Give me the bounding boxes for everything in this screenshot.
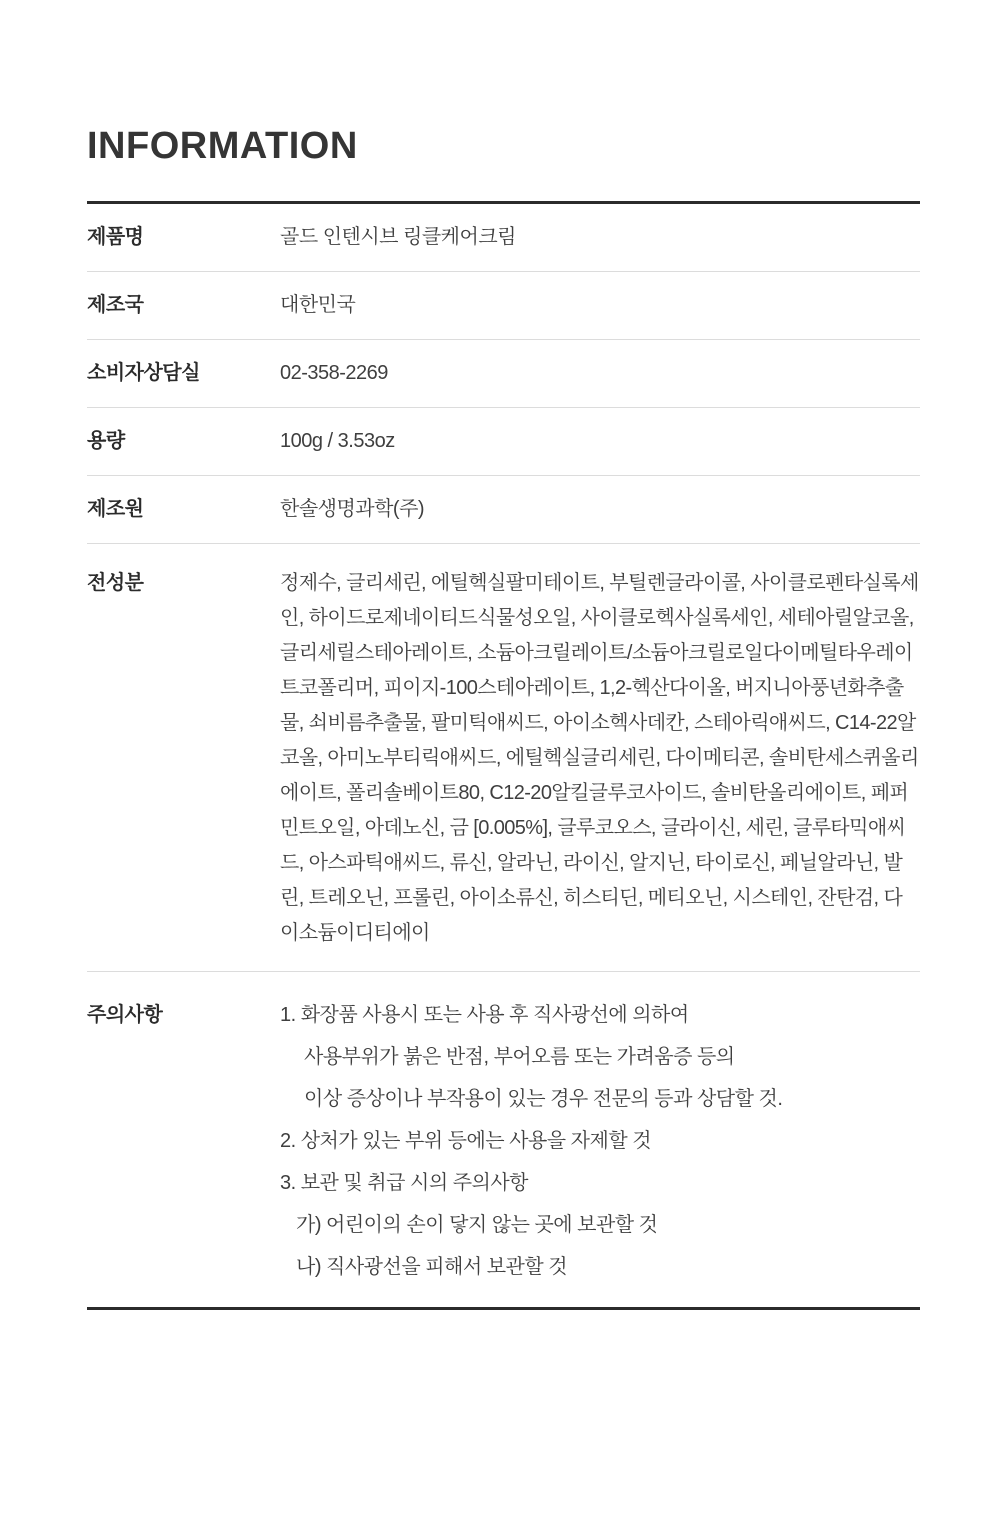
table-row-manufacturer [87,476,920,544]
precaution-line: 이상 증상이나 부작용이 있는 경우 전문의 등과 상담할 것. [304,1088,783,1110]
precaution-line: 가) 어린이의 손이 닿지 않는 곳에 보관할 것 [296,1214,658,1236]
table-row-precautions [87,972,920,1307]
row-value: 02-358-2269 [280,362,388,384]
row-label: 제품명 [87,226,144,248]
row-label: 소비자상담실 [87,362,200,384]
table-row-country [87,272,920,340]
ingredients-text: 정제수, 글리세린, 에틸헥실팔미테이트, 부틸렌글라이콜, 사이클로펜타실록세인, 하이드로제네이티드식물성오일, 사이클로헥사실록세인, 세테아릴알코올, 글리세릴스테아레이트, 소듐아크릴레이트/소듐아크릴로일다이메틸타우레이트코폴리머, 피이지-100스테아레이트, 1,2-헥산다이올, 버지니아풍년화추출물, 쇠비름추출물, 팔미틱애씨드, 아이소헥사데칸, 스테아릭애씨드, C14-22알코올, 아미노부티릭애씨드, 에틸헥실글리세린, 다이메티콘, 솔비탄세스퀴올리에이트, 폴리솔베이트80, C12-20알킬글루코사이드, 솔비탄올리에이트, 페퍼민트오일, 아데노신, 금 [0.005%], 글루코오스, 글라이신, 세린, 글루타믹애씨드, 아스파틱애씨드, 류신, 알라닌, 라이신, 알지닌, 타이로신, 페닐알라닌, 발린, 트레오닌, 프롤린, 아이소류신, 히스티딘, 메티오닌, 시스테인, 잔탄검, 다이소듐이디티에이 [280,572,919,944]
precaution-line: 사용부위가 붉은 반점, 부어오름 또는 가려움증 등의 [304,1046,735,1068]
table-row-volume [87,408,920,476]
precaution-line: 3. 보관 및 취급 시의 주의사항 [280,1172,528,1194]
precaution-line: 1. 화장품 사용시 또는 사용 후 직사광선에 의하여 [280,1004,689,1026]
row-label: 용량 [87,430,125,452]
row-label: 전성분 [87,572,144,594]
table-row-product-name [87,204,920,272]
row-label: 주의사항 [87,1004,163,1026]
product-info-table [87,201,920,1310]
row-value: 대한민국 [280,294,356,316]
row-value: 한솔생명과학(주) [280,498,425,520]
page-title: INFORMATION [87,125,358,167]
row-value: 골드 인텐시브 링클케어크림 [280,226,516,248]
row-value: 100g / 3.53oz [280,430,395,452]
row-label: 제조국 [87,294,144,316]
table-row-ingredients [87,544,920,972]
table-row-customer-service [87,340,920,408]
precaution-line: 나) 직사광선을 피해서 보관할 것 [296,1256,568,1278]
precautions-list [280,994,920,1288]
row-label: 제조원 [87,498,144,520]
product-information-section [87,124,920,1310]
precaution-line: 2. 상처가 있는 부위 등에는 사용을 자제할 것 [280,1130,652,1152]
